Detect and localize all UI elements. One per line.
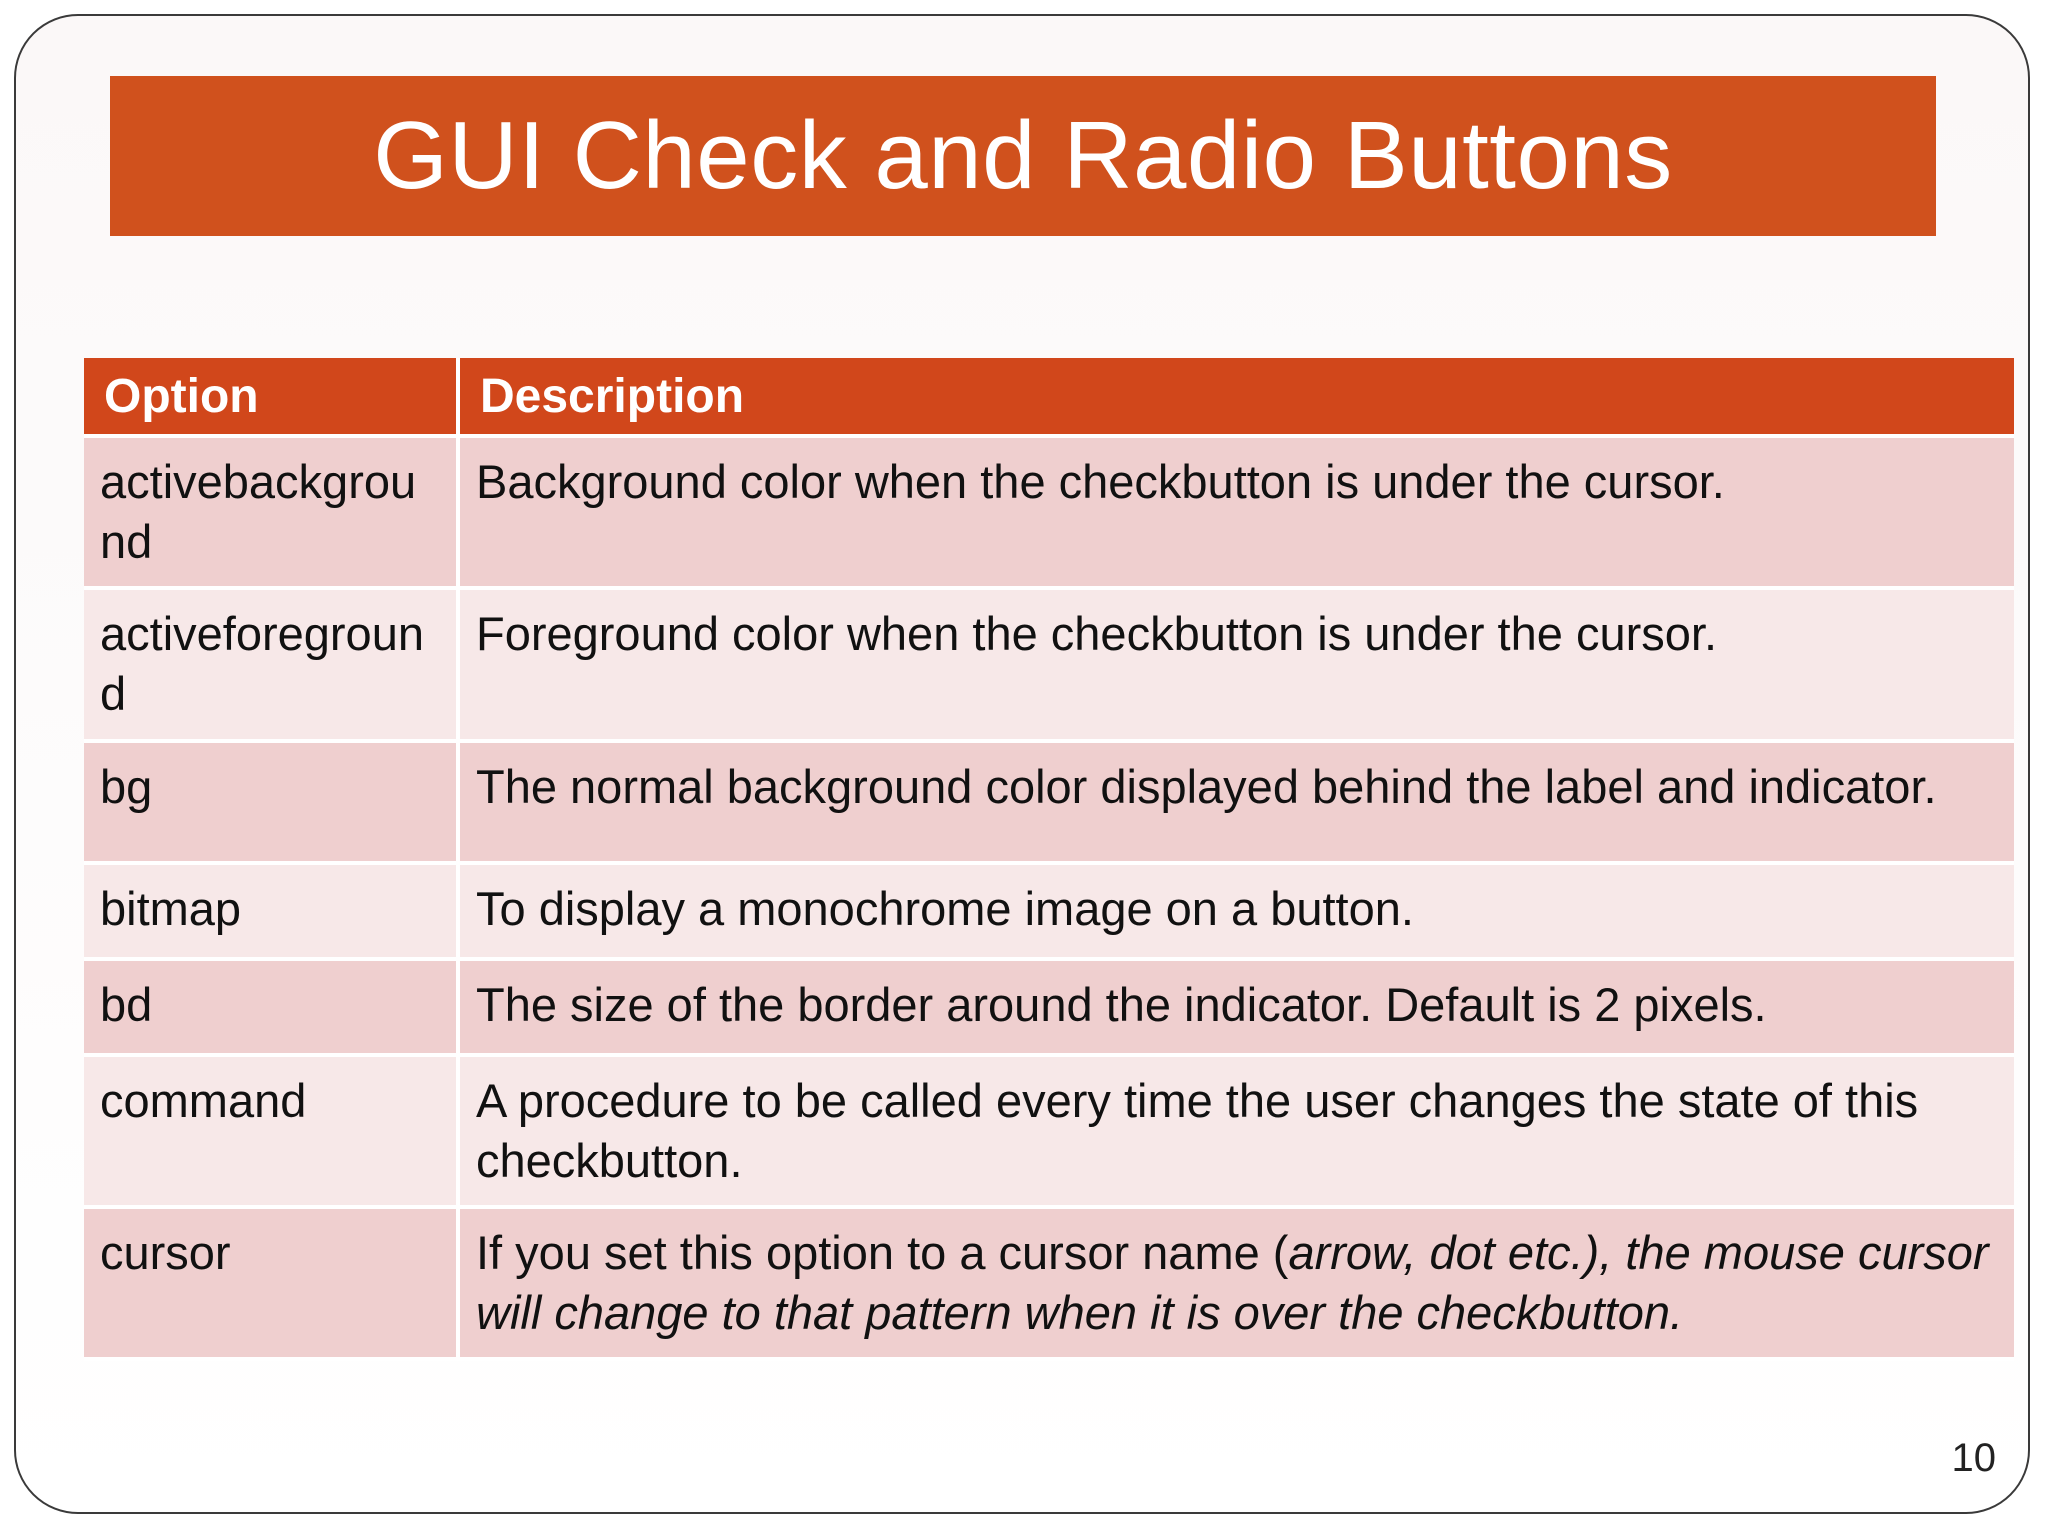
description-cell: The size of the border around the indicator. Default is 2 pixels. bbox=[460, 961, 2014, 1057]
slide-frame bbox=[14, 14, 2030, 1514]
description-cell: Background color when the checkbutton is under the cursor. bbox=[460, 438, 2014, 590]
option-cell: activebackground bbox=[84, 438, 460, 590]
description-cell bbox=[460, 1209, 2014, 1361]
title-bar bbox=[110, 76, 1936, 236]
description-plain-text: If you set this option to a cursor name ( bbox=[476, 1225, 1289, 1279]
table-row bbox=[84, 1209, 2014, 1361]
table-row bbox=[84, 961, 2014, 1057]
table-header-row bbox=[84, 358, 2014, 438]
slide-title: GUI Check and Radio Buttons bbox=[373, 102, 1673, 209]
description-italic-text: arrow, dot etc.), the mouse cursor will change to that pattern when it is over the checkbutton. bbox=[476, 1225, 1989, 1340]
table-row bbox=[84, 865, 2014, 961]
header-option: Option bbox=[84, 358, 460, 438]
description-cell: A procedure to be called every time the user changes the state of this checkbutton. bbox=[460, 1057, 2014, 1209]
description-cell: Foreground color when the checkbutton is under the cursor. bbox=[460, 590, 2014, 742]
page-number: 10 bbox=[1951, 1436, 1996, 1480]
description-cell: To display a monochrome image on a button. bbox=[460, 865, 2014, 961]
table-row bbox=[84, 590, 2014, 742]
table-row bbox=[84, 1057, 2014, 1209]
option-cell: bg bbox=[84, 743, 460, 865]
options-table bbox=[84, 358, 2014, 1361]
option-cell: activeforeground bbox=[84, 590, 460, 742]
option-cell: bitmap bbox=[84, 865, 460, 961]
option-cell: bd bbox=[84, 961, 460, 1057]
table-row bbox=[84, 743, 2014, 865]
option-cell: cursor bbox=[84, 1209, 460, 1361]
header-description: Description bbox=[460, 358, 2014, 438]
description-cell: The normal background color displayed behind the label and indicator. bbox=[460, 743, 2014, 865]
table-row bbox=[84, 438, 2014, 590]
option-cell: command bbox=[84, 1057, 460, 1209]
